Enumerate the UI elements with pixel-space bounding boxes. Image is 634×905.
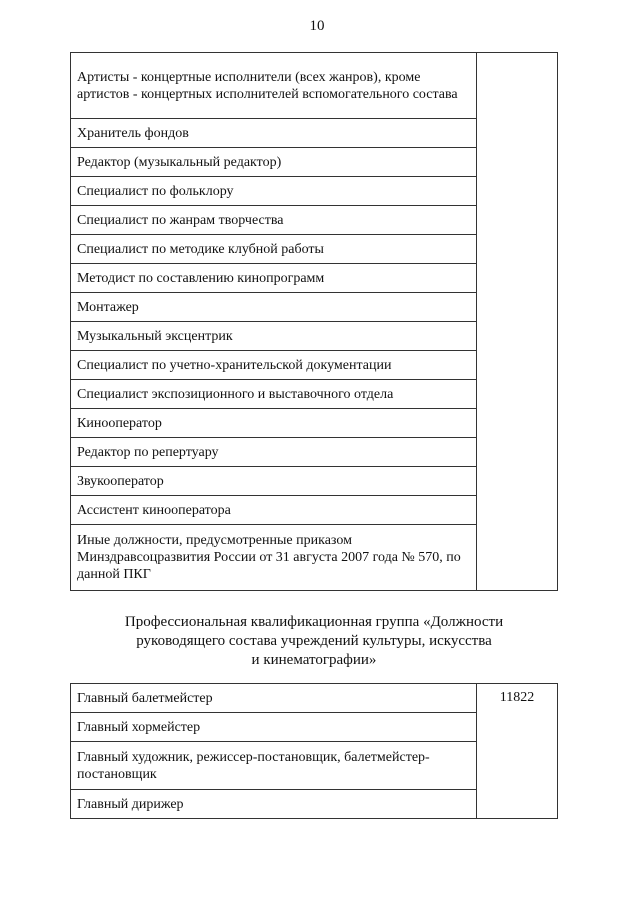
group-heading-line-2: руководящего состава учреждений культуры, искусства: [136, 633, 492, 649]
positions-table-1: [70, 52, 558, 591]
page-number: 10: [309, 18, 325, 34]
table1-row-14: Звукооператор: [71, 467, 477, 496]
table1-row-9: Музыкальный эксцентрик: [71, 322, 477, 351]
table1-row-4: Специалист по фольклору: [71, 177, 477, 206]
group-heading-line-1: Профессиональная квалификационная группа «Должности: [124, 614, 504, 630]
table1-row-12: Кинооператор: [71, 409, 477, 438]
table2-row-4: Главный дирижер: [71, 790, 477, 819]
table1-row-16: Иные должности, предусмотренные приказом Минздравсоцразвития России от 31 августа 2007 года № 570, по данной ПКГ: [71, 525, 477, 591]
positions-table-2: [70, 683, 558, 819]
table1-row-15: Ассистент кинооператора: [71, 496, 477, 525]
table2-row-1: Главный балетмейстер: [71, 684, 477, 713]
table1-row-11: Специалист экспозиционного и выставочного отдела: [71, 380, 477, 409]
table1-row-1: Артисты - концертные исполнители (всех жанров), кроме артистов - концертных исполнителей вспомогательного состава: [71, 53, 477, 119]
table1-row-10: Специалист по учетно-хранительской документации: [71, 351, 477, 380]
group-heading-line-3: и кинематографии»: [251, 652, 377, 668]
table2-row-2: Главный хормейстер: [71, 713, 477, 742]
group-heading: [70, 613, 558, 670]
table1-row-5: Специалист по жанрам творчества: [71, 206, 477, 235]
table1-row-7: Методист по составлению кинопрограмм: [71, 264, 477, 293]
table2-row-3: Главный художник, режиссер-постановщик, балетмейстер-постановщик: [71, 742, 477, 790]
table1-row-6: Специалист по методике клубной работы: [71, 235, 477, 264]
table2-salary-cell: 11822: [477, 684, 558, 819]
table1-row-3: Редактор (музыкальный редактор): [71, 148, 477, 177]
table1-salary-cell: [477, 53, 558, 591]
table1-row-13: Редактор по репертуару: [71, 438, 477, 467]
table1-row-2: Хранитель фондов: [71, 119, 477, 148]
table1-row-8: Монтажер: [71, 293, 477, 322]
